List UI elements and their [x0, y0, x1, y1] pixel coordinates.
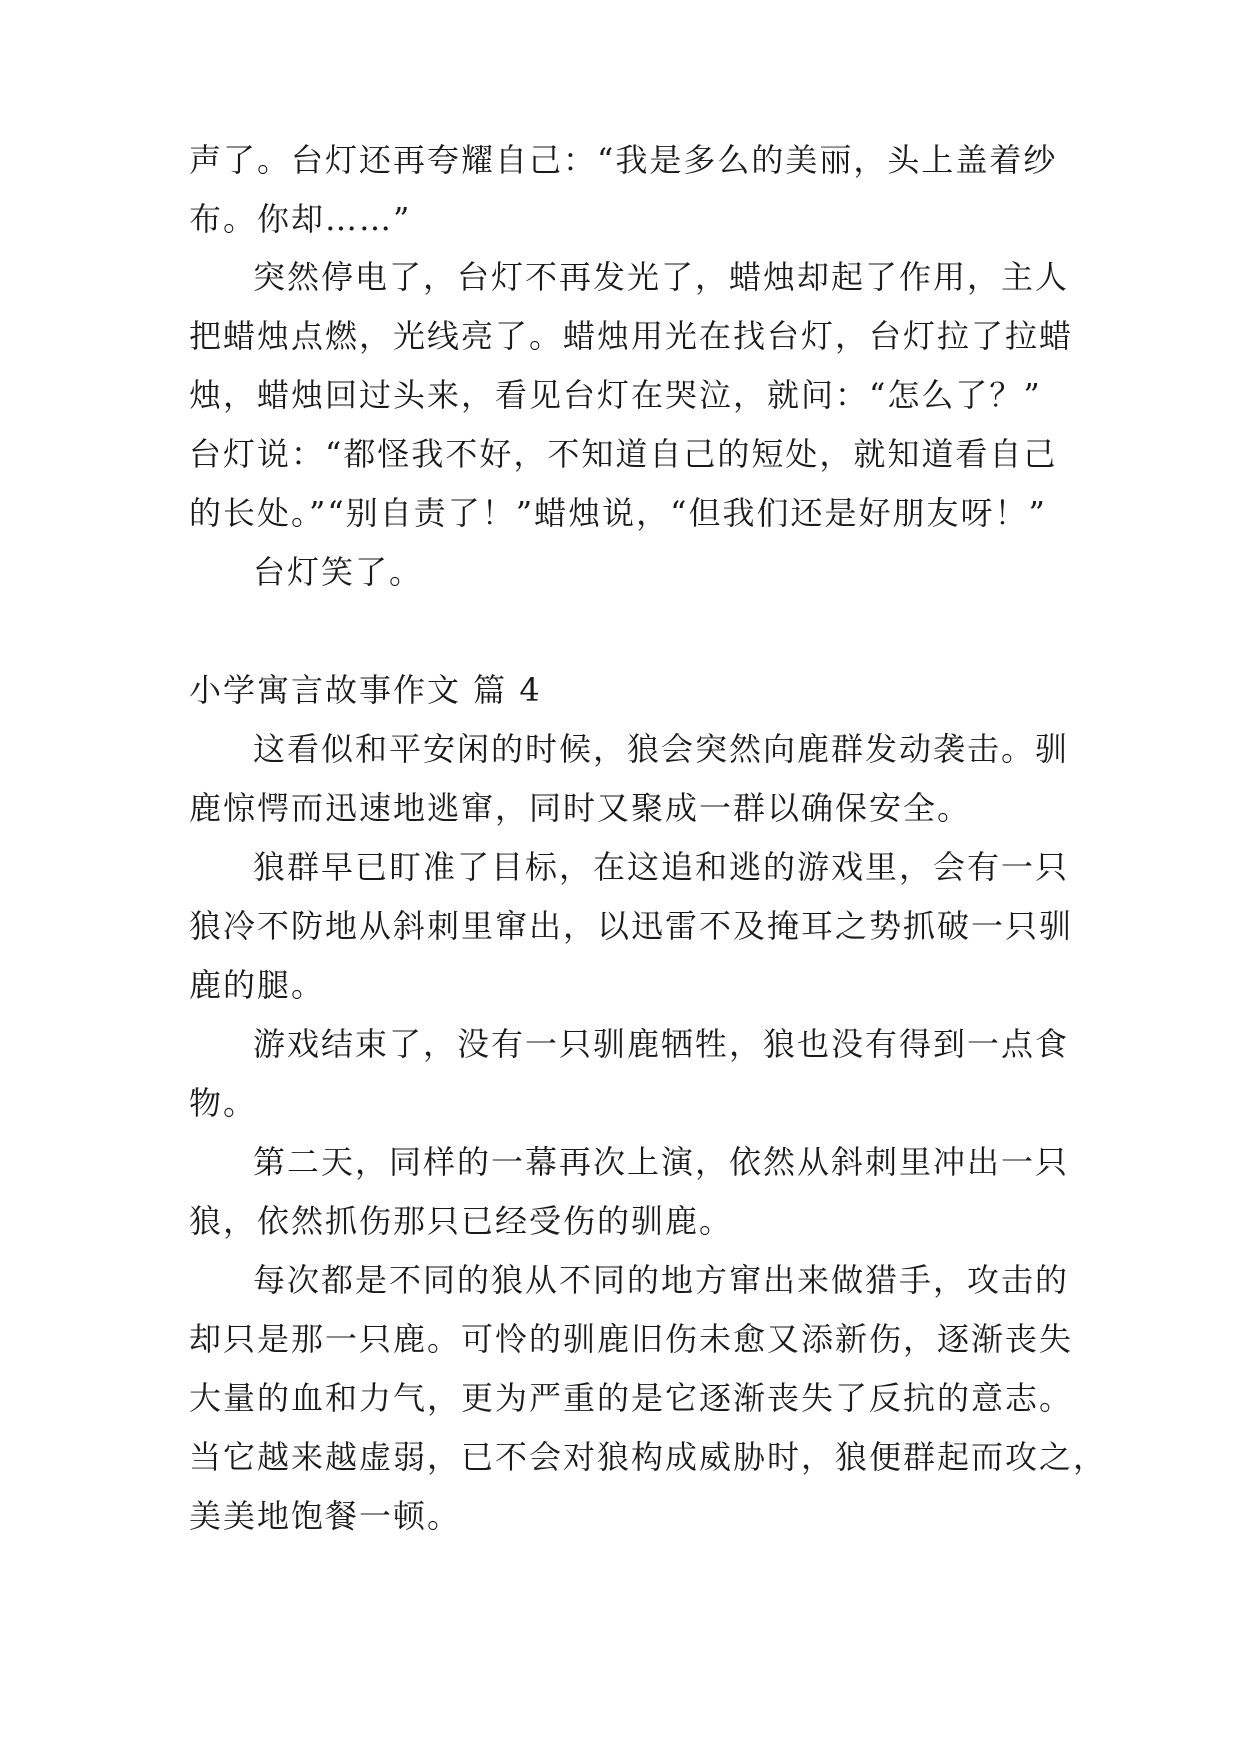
text-line: 鹿的腿。: [189, 966, 326, 1004]
text-line: 的长处。”“别自责了！”蜡烛说，“但我们还是好朋友呀！”: [189, 494, 1047, 532]
text-line: 大量的血和力气，更为严重的是它逐渐丧失了反抗的意志。: [189, 1379, 1074, 1417]
paragraph-start-line: 第二天，同样的一幕再次上演，依然从斜刺里冲出一只: [253, 1143, 1070, 1181]
paragraph-start-line: 狼群早已盯准了目标，在这追和逃的游戏里，会有一只: [253, 848, 1070, 886]
text-line: 烛，蜡烛回过头来，看见台灯在哭泣，就问：“怎么了？”: [189, 376, 1042, 414]
text-line: 台灯说：“都怪我不好，不知道自己的短处，就知道看自己: [189, 435, 1058, 473]
text-line: 美美地饱餐一顿。: [189, 1497, 462, 1535]
section-heading: 小学寓言故事作文 篇 4: [189, 671, 542, 709]
paragraph-start-line: 每次都是不同的狼从不同的地方窜出来做猎手，攻击的: [253, 1261, 1070, 1299]
text-line: 狼冷不防地从斜刺里窜出，以迅雷不及掩耳之势抓破一只驯: [189, 907, 1074, 945]
text-line: 物。: [189, 1084, 258, 1122]
paragraph-start-line: 这看似和平安闲的时候，狼会突然向鹿群发动袭击。驯: [253, 730, 1070, 768]
paragraph-start-line: 台灯笑了。: [253, 553, 424, 591]
text-line: 把蜡烛点燃，光线亮了。蜡烛用光在找台灯，台灯拉了拉蜡: [189, 317, 1074, 355]
text-line: 狼，依然抓伤那只已经受伤的驯鹿。: [189, 1202, 734, 1240]
text-line: 声了。台灯还再夸耀自己：“我是多么的美丽，头上盖着纱: [189, 141, 1058, 179]
text-line: 鹿惊愕而迅速地逃窜，同时又聚成一群以确保安全。: [189, 789, 972, 827]
text-line: 布。你却……”: [189, 200, 412, 238]
text-line: 当它越来越虚弱，已不会对狼构成威胁时，狼便群起而攻之，: [189, 1438, 1108, 1476]
text-line: 却只是那一只鹿。可怜的驯鹿旧伤未愈又添新伤，逐渐丧失: [189, 1320, 1074, 1358]
paragraph-start-line: 游戏结束了，没有一只驯鹿牺牲，狼也没有得到一点食: [253, 1025, 1070, 1063]
paragraph-start-line: 突然停电了，台灯不再发光了，蜡烛却起了作用，主人: [253, 258, 1070, 296]
